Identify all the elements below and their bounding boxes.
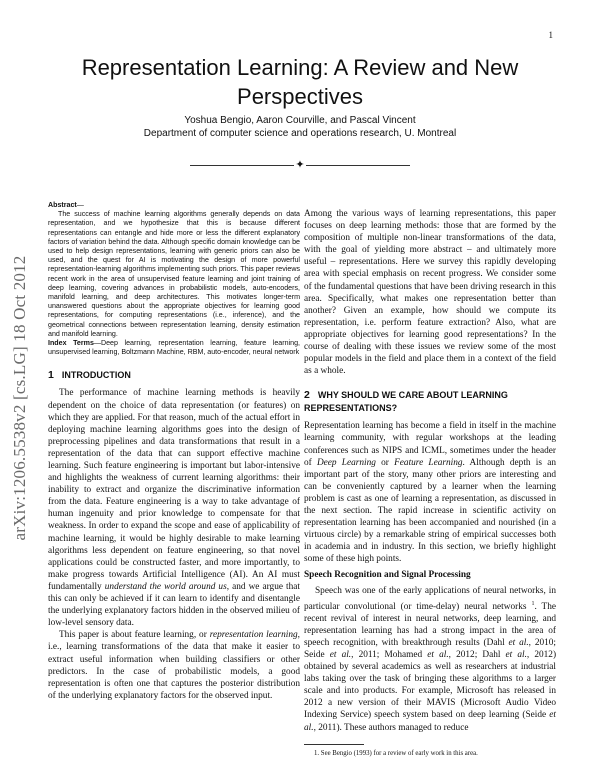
speech-etal-2: et al. <box>329 650 352 660</box>
speech-text-f: , 2012) obtained by several academics as well as researchers at industrial labs taking over the task of bringing these algorithms to a larger scale and into products. For example, Microsoft has released in 2012 a new version of their MAVIS (Microsoft Audio Video Indexing Service) speech system based on deep learning (Seide <box>304 650 557 721</box>
right-body <box>304 208 556 377</box>
sec2-p1-emphasis-1: Deep Learning <box>316 457 376 468</box>
intro-p2-text-a: This paper is about feature learning, or <box>59 630 210 641</box>
footnote: 1. See Bengio (1993) for a review of early work in this area. <box>314 749 478 757</box>
subsection-heading: Speech Recognition and Signal Processing <box>304 570 471 581</box>
intro-p2-text-b: , i.e., learning transformations of the data that make it easier to extract useful information when building classifiers or other predictors. In the case of probabilistic models, a good representation is often one that captures the posterior distribution of the underlying explanatory factors for the observed input. <box>48 630 300 701</box>
section-2-heading <box>304 389 556 415</box>
speech-text-c: , 2010; Seide <box>304 637 556 660</box>
speech-text-b: . The recent revival of interest in neural networks, deep learning, and representation learning has had a strong impact in the area of speech recognition, with breakthrough results (Dahl <box>304 601 556 648</box>
speech-text-a: Speech was one of the early applications of neural networks, in particular convolutional (or time-delay) neural networks <box>304 586 556 612</box>
intro-body <box>48 387 300 701</box>
title-line-1: Representation Learning: A Review and New <box>81 55 519 80</box>
title-line-2: Perspectives <box>237 84 363 109</box>
index-terms-label: Index Terms <box>48 339 94 348</box>
section-2-number: 2 <box>304 389 310 402</box>
speech-text-e: , 2012; Dahl <box>448 650 506 660</box>
intro-p1-text-a: The performance of machine learning methods is heavily dependent on the choice of data representation (or features) on which they are applied. For that reason, much of the actual effort in deploying machine learning algorithms goes into the design of preprocessing pipelines and data transformations that result in a representation of the data that can support effective machine learning. Such feature engineering is important but labor-intensive and highlights the weakness of current learning algorithms: their inability to extract and organize the discriminative information from the data. Feature engineering is a way to take advantage of human ingenuity and prior knowledge to compensate for that weakness. In order to expand the scope and ease of applicability of machine learning, it would be highly desirable to make learning algorithms less dependent on feature engineering, so that novel applications could be constructed faster, and more importantly, to make progress towards Artificial Intelligence (AI). An AI must fundamentally <box>48 388 300 592</box>
abstract-label: Abstract <box>48 201 77 209</box>
abstract-text: The success of machine learning algorithms generally depends on data representation, and we hypothesize that this is because different representations can entangle and hide more or less the different explanatory factors of variation behind the data. Although specific domain knowledge can be used to help design representations, learning with generic priors can also be used, and the quest for AI is motivating the design of more powerful representation-learning algorithms implementing such priors. This paper reviews recent work in the area of unsupervised feature learning and joint training of deep learning, covering advances in probabilistic models, auto-encoders, manifold learning, and deep architectures. This motivates longer-term unanswered questions about the appropriate objectives for learning good representations, for computing representations (i.e., inference), and the geometrical connections between representation learning, density estimation and manifold learning. <box>48 210 300 338</box>
intro-paragraph-2 <box>48 629 300 702</box>
abstract <box>48 201 300 357</box>
footnote-marker: 1 <box>531 600 535 607</box>
sec2-p1-text-b: . Although depth is an important part of the story, many other priors are interesting and can be conveniently captured by a learner when the learning problem is cast as one of learning a representation, as discussed in the next section. The rapid increase in scientific activity on representation learning has been accompanied and nourished (in a virtuous circle) by a remarkable string of empirical successes both in academia and in industry. In this section, we briefly highlight some of these high points. <box>304 457 556 565</box>
sec2-p1-emphasis-2: Feature Learning <box>394 457 463 468</box>
speech-etal-5: et al. <box>304 710 556 733</box>
paper-title <box>40 53 560 111</box>
author-block <box>40 114 560 140</box>
page-number: 1 <box>548 30 553 40</box>
section-1-number: 1 <box>48 369 54 382</box>
intro-p2-emphasis: representation learning <box>209 630 298 641</box>
index-terms-text: Deep learning, representation learning, feature learning, unsupervised learning, Boltzmann Machine, RBM, auto-encoder, neural network <box>48 339 300 357</box>
footnote-rule <box>304 744 364 745</box>
ornament-icon: ✦ <box>295 159 305 171</box>
intro-p1-emphasis: understand the world around us <box>104 581 227 592</box>
intro-p1-text-b: , and we argue that this can only be achieved if it can learn to identify and disentangle the underlying explanatory factors hidden in the observed milieu of low-level sensory data. <box>48 581 300 629</box>
abstract-dash: — <box>76 201 84 209</box>
section-2-body <box>304 420 556 565</box>
arxiv-stamp <box>8 208 32 588</box>
speech-paragraph <box>304 585 556 733</box>
speech-etal-4: et al. <box>505 650 527 660</box>
speech-etal-3: et al. <box>427 650 449 660</box>
speech-text-g: , 2011). These authors managed to reduce <box>313 722 469 733</box>
index-dash: — <box>93 339 101 348</box>
speech-etal-1: et al. <box>508 637 529 648</box>
section-1-title: INTRODUCTION <box>61 370 131 381</box>
left-column <box>48 201 300 702</box>
right-column <box>304 208 556 758</box>
section-2-paragraph-1 <box>304 420 556 565</box>
sec2-p1-text-a: Representation learning has become a field in itself in the machine learning community, with regular workshops at the leading conferences such as NIPS and ICML, sometimes under the header of <box>304 421 556 468</box>
speech-body <box>304 585 556 733</box>
intro-paragraph-1 <box>48 387 300 629</box>
authors: Yoshua Bengio, Aaron Courville, and Pascal Vincent <box>184 115 416 126</box>
right-paragraph-1: Among the various ways of learning representations, this paper focuses on deep learning methods: those that are formed by the composition of multiple non-linear transformations of the data, with the goal of yielding more abstract – and ultimately more useful – representations. Here we survey this rapidly developing area with special emphasis on recent progress. We consider some of the fundamental questions that have been driving research in this area. Specifically, what makes one representation better than another? Given an example, how should we compute its representation, i.e. perform feature extraction? Also, what are appropriate objectives for learning good representations? In the course of dealing with these issues we review some of the most popular models in the field and place them in a context of the field as a whole. <box>304 209 556 377</box>
sec2-p1-or: or <box>375 457 395 468</box>
section-2-title: WHY SHOULD WE CARE ABOUT LEARNING REPRESENTATIONS? <box>304 390 508 414</box>
section-1-heading <box>48 369 300 382</box>
affiliation: Department of computer science and operations research, U. Montreal <box>143 128 457 139</box>
speech-text-d: , 2011; Mohamed <box>351 650 428 660</box>
arxiv-stamp-text: arXiv:1206.5538v2 [cs.LG] 18 Oct 2012 <box>10 255 29 541</box>
